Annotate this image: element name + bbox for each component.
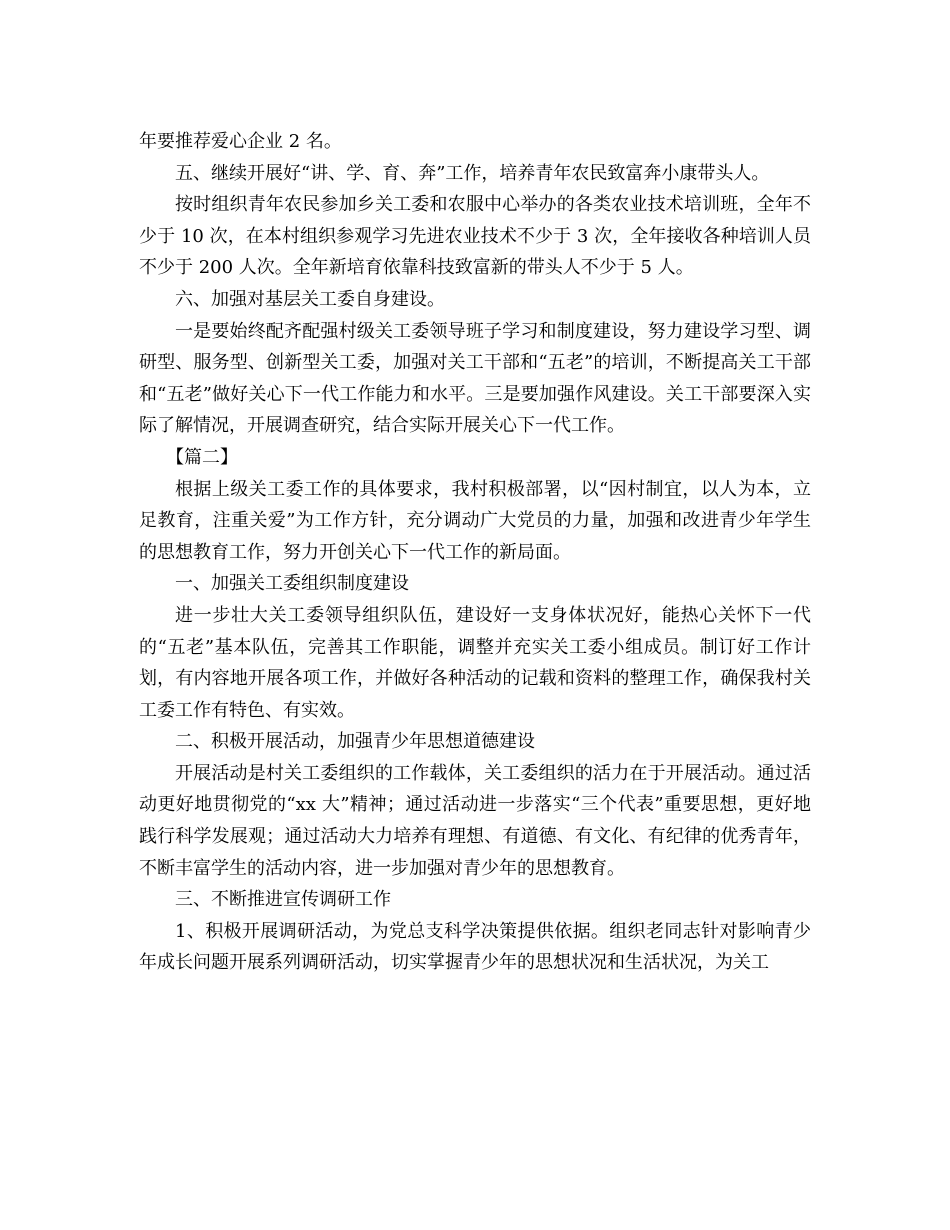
- paragraph-heading-one: 一、加强关工委组织制度建设: [175, 573, 409, 595]
- paragraph-research: 1、积极开展调研活动，为党总支科学决策提供依据。组织老同志针对影响青少年成长问题开展系列调研活动，切实掌握青少年的思想状况和生活状况，为关工: [139, 920, 811, 974]
- paragraph-heading-six: 六、加强对基层关工委自身建设。: [175, 288, 445, 310]
- paragraph-self-building: 一是要始终配齐配强村级关工委领导班子学习和制度建设，努力建设学习型、调研型、服务型、创新型关工委，加强对关工干部和“五老”的培训，不断提高关工干部和“五老”做好关心下一代工作能力和水平。三是要加强作风建设。关工干部要深入实际了解情况，开展调查研究，结合实际开展关心下一代工作。: [139, 320, 811, 437]
- paragraph-intro: 根据上级关工委工作的具体要求，我村积极部署，以“因村制宜，以人为本，立足教育，注重关爱”为工作方针，充分调动广大党员的力量，加强和改进青少年学生的思想教育工作，努力开创关心下一代工作的新局面。: [139, 478, 811, 563]
- paragraph-organization: 进一步壮大关工委领导组织队伍，建设好一支身体状况好，能热心关怀下一代的“五老”基本队伍，完善其工作职能，调整并充实关工委小组成员。制订好工作计划，有内容地开展各项工作，并做好各种活动的记载和资料的整理工作，确保我村关工委工作有特色、有实效。: [139, 604, 811, 721]
- section-title-part-two: 【篇二】: [166, 446, 238, 468]
- paragraph-heading-five: 五、继续开展好“讲、学、育、奔”工作，培养青年农民致富奔小康带头人。: [175, 162, 770, 184]
- paragraph-continuation: 年要推荐爱心企业 2 名。: [139, 131, 342, 152]
- paragraph-training: 按时组织青年农民参加乡关工委和农服中心举办的各类农业技术培训班，全年不少于 10 次，在本村组织参观学习先进农业技术不少于 3 次，全年接收各种培训人员不少于 200 人次。全年新培育依靠科技致富新的带头人不少于 5 人。: [139, 194, 811, 279]
- paragraph-heading-three: 三、不断推进宣传调研工作: [175, 889, 391, 911]
- document-body: [139, 126, 811, 979]
- paragraph-heading-two: 二、积极开展活动，加强青少年思想道德建设: [175, 731, 535, 753]
- paragraph-activities: 开展活动是村关工委组织的工作载体，关工委组织的活力在于开展活动。通过活动更好地贯彻党的“xx 大”精神；通过活动进一步落实“三个代表”重要思想，更好地践行科学发展观；通过活动大力培养有理想、有道德、有文化、有纪律的优秀青年，不断丰富学生的活动内容，进一步加强对青少年的思想教育。: [139, 762, 811, 879]
